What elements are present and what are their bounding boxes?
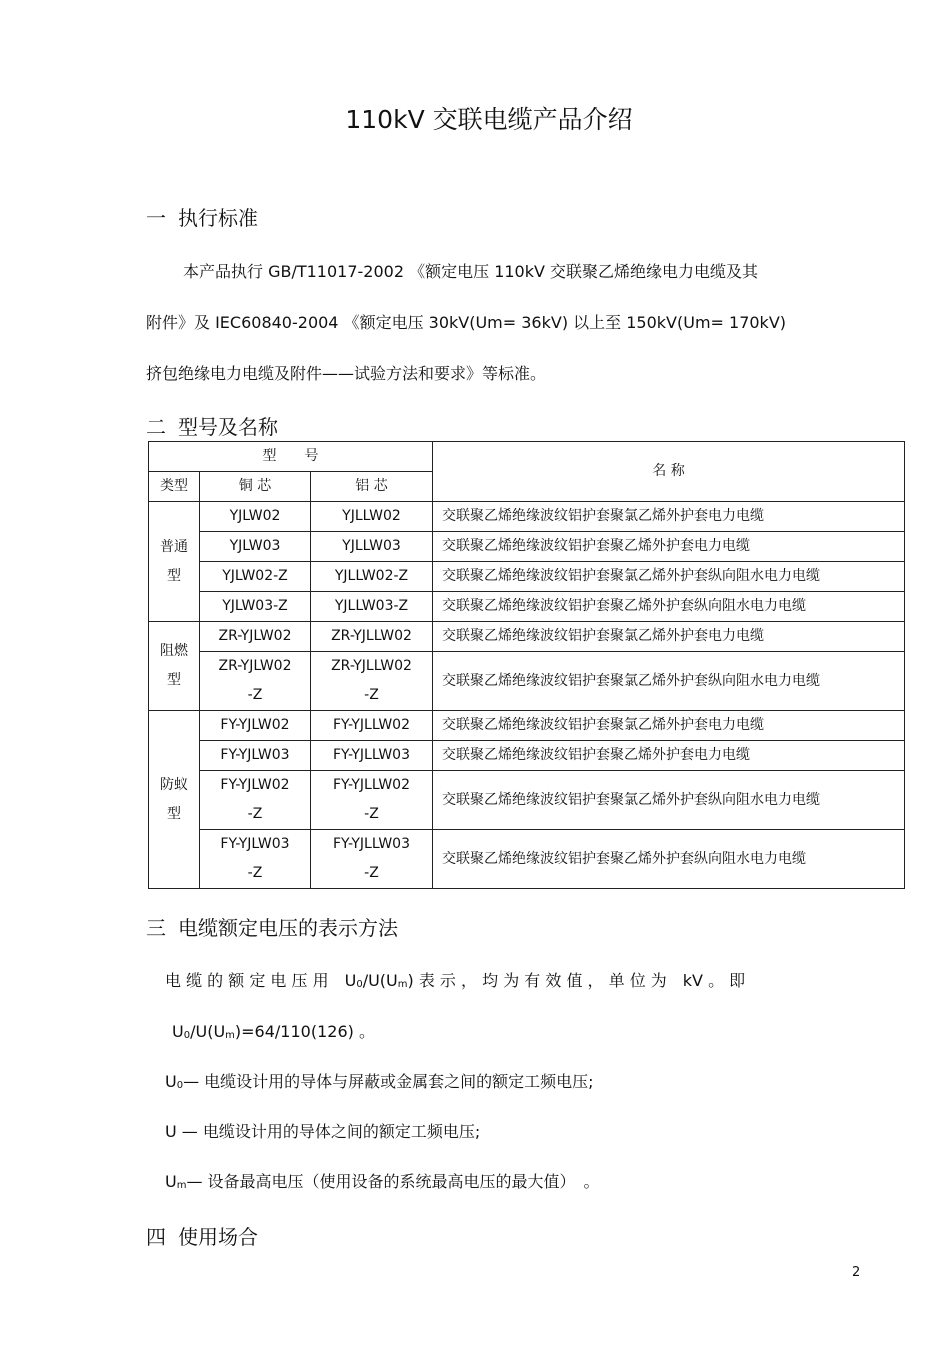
table-header-model: 型 号: [149, 442, 433, 472]
name-cell: 交联聚乙烯绝缘波纹铝护套聚氯乙烯外护套纵向阻水电力电缆: [433, 652, 905, 711]
aluminum-cell: FY-YJLLW02 -Z: [311, 771, 433, 830]
name-cell: 交联聚乙烯绝缘波纹铝护套聚乙烯外护套纵向阻水电力电缆: [433, 592, 905, 622]
copper-cell: FY-YJLW02 -Z: [200, 771, 311, 830]
table-row: [149, 652, 905, 711]
type-cell-ordinary: 普通 型: [149, 502, 200, 622]
type-cell-termite-proof: 防蚁 型: [149, 711, 200, 889]
aluminum-cell: YJLLW03: [311, 532, 433, 562]
voltage-paragraph-line-1: 电 缆 的 额 定 电 压 用 $U_0/U(U_m)$ 表 示 ， 均 为 有 效 值 ， 单 位 为 kV 。 即: [165, 971, 746, 990]
table-row: [149, 771, 905, 830]
section-number: 四: [146, 1225, 166, 1249]
table-row: [149, 622, 905, 652]
definition-um: $U_m—$ 设备最高电压（使用设备的系统最高电压的最大值） 。: [165, 1172, 600, 1191]
page-title: 110kV 交联电缆产品介绍: [345, 105, 633, 134]
name-cell: 交联聚乙烯绝缘波纹铝护套聚乙烯外护套电力电缆: [433, 532, 905, 562]
aluminum-cell: YJLLW02: [311, 502, 433, 532]
type-cell-flame-retardant: 阻燃 型: [149, 622, 200, 711]
table-row: [149, 830, 905, 889]
section-number: 二: [146, 415, 166, 439]
table-row: [149, 532, 905, 562]
name-cell: 交联聚乙烯绝缘波纹铝护套聚乙烯外护套纵向阻水电力电缆: [433, 830, 905, 889]
table-row: [149, 741, 905, 771]
copper-cell: ZR-YJLW02 -Z: [200, 652, 311, 711]
aluminum-cell: FY-YJLLW03 -Z: [311, 830, 433, 889]
aluminum-cell: ZR-YJLLW02: [311, 622, 433, 652]
section-heading-usage: [146, 1221, 258, 1250]
section-heading-voltage: [146, 912, 398, 941]
copper-cell: YJLW03-Z: [200, 592, 311, 622]
table-header-copper: 铜 芯: [200, 472, 311, 502]
copper-cell: FY-YJLW03 -Z: [200, 830, 311, 889]
copper-cell: FY-YJLW03: [200, 741, 311, 771]
section-title: 电缆额定电压的表示方法: [178, 916, 398, 940]
section-heading-standards: [146, 202, 258, 231]
section-title: 执行标准: [178, 206, 258, 230]
copper-cell: YJLW02-Z: [200, 562, 311, 592]
section-number: 一: [146, 206, 166, 230]
table-row: [149, 502, 905, 532]
page-number: 2: [852, 1265, 861, 1280]
aluminum-cell: ZR-YJLLW02 -Z: [311, 652, 433, 711]
table-row: [149, 592, 905, 622]
copper-cell: YJLW02: [200, 502, 311, 532]
section-title: 使用场合: [178, 1225, 258, 1249]
voltage-paragraph-line-2: $U_0/U(U_m)=64/110(126)$ 。: [172, 1022, 375, 1041]
standards-paragraph-line-1: 本产品执行 GB/T11017-2002 《额定电压 110kV 交联聚乙烯绝缘电力电缆及其: [183, 262, 759, 281]
definition-u: U — 电缆设计用的导体之间的额定工频电压;: [165, 1122, 481, 1141]
copper-cell: ZR-YJLW02: [200, 622, 311, 652]
copper-cell: YJLW03: [200, 532, 311, 562]
aluminum-cell: YJLLW02-Z: [311, 562, 433, 592]
section-title: 型号及名称: [178, 415, 278, 439]
name-cell: 交联聚乙烯绝缘波纹铝护套聚氯乙烯外护套电力电缆: [433, 502, 905, 532]
aluminum-cell: FY-YJLLW03: [311, 741, 433, 771]
aluminum-cell: YJLLW03-Z: [311, 592, 433, 622]
model-name-table: [148, 441, 905, 889]
table-header-aluminum: 铝 芯: [311, 472, 433, 502]
copper-cell: FY-YJLW02: [200, 711, 311, 741]
definition-u0: $U_0—$ 电缆设计用的导体与屏蔽或金属套之间的额定工频电压;: [165, 1072, 594, 1091]
standards-paragraph-line-3: 挤包绝缘电力电缆及附件——试验方法和要求》等标准。: [146, 364, 547, 383]
section-heading-models: [146, 411, 278, 440]
name-cell: 交联聚乙烯绝缘波纹铝护套聚氯乙烯外护套电力电缆: [433, 711, 905, 741]
table-header-name: 名 称: [433, 442, 905, 502]
name-cell: 交联聚乙烯绝缘波纹铝护套聚氯乙烯外护套电力电缆: [433, 622, 905, 652]
table-row: [149, 711, 905, 741]
table-row: [149, 562, 905, 592]
name-cell: 交联聚乙烯绝缘波纹铝护套聚乙烯外护套电力电缆: [433, 741, 905, 771]
name-cell: 交联聚乙烯绝缘波纹铝护套聚氯乙烯外护套纵向阻水电力电缆: [433, 771, 905, 830]
name-cell: 交联聚乙烯绝缘波纹铝护套聚氯乙烯外护套纵向阻水电力电缆: [433, 562, 905, 592]
standards-paragraph-line-2: 附件》及 IEC60840-2004 《额定电压 30kV(Um= 36kV) 以上至 150kV(Um= 170kV): [146, 313, 787, 332]
aluminum-cell: FY-YJLLW02: [311, 711, 433, 741]
table-header-type: 类型: [149, 472, 200, 502]
section-number: 三: [146, 916, 166, 940]
